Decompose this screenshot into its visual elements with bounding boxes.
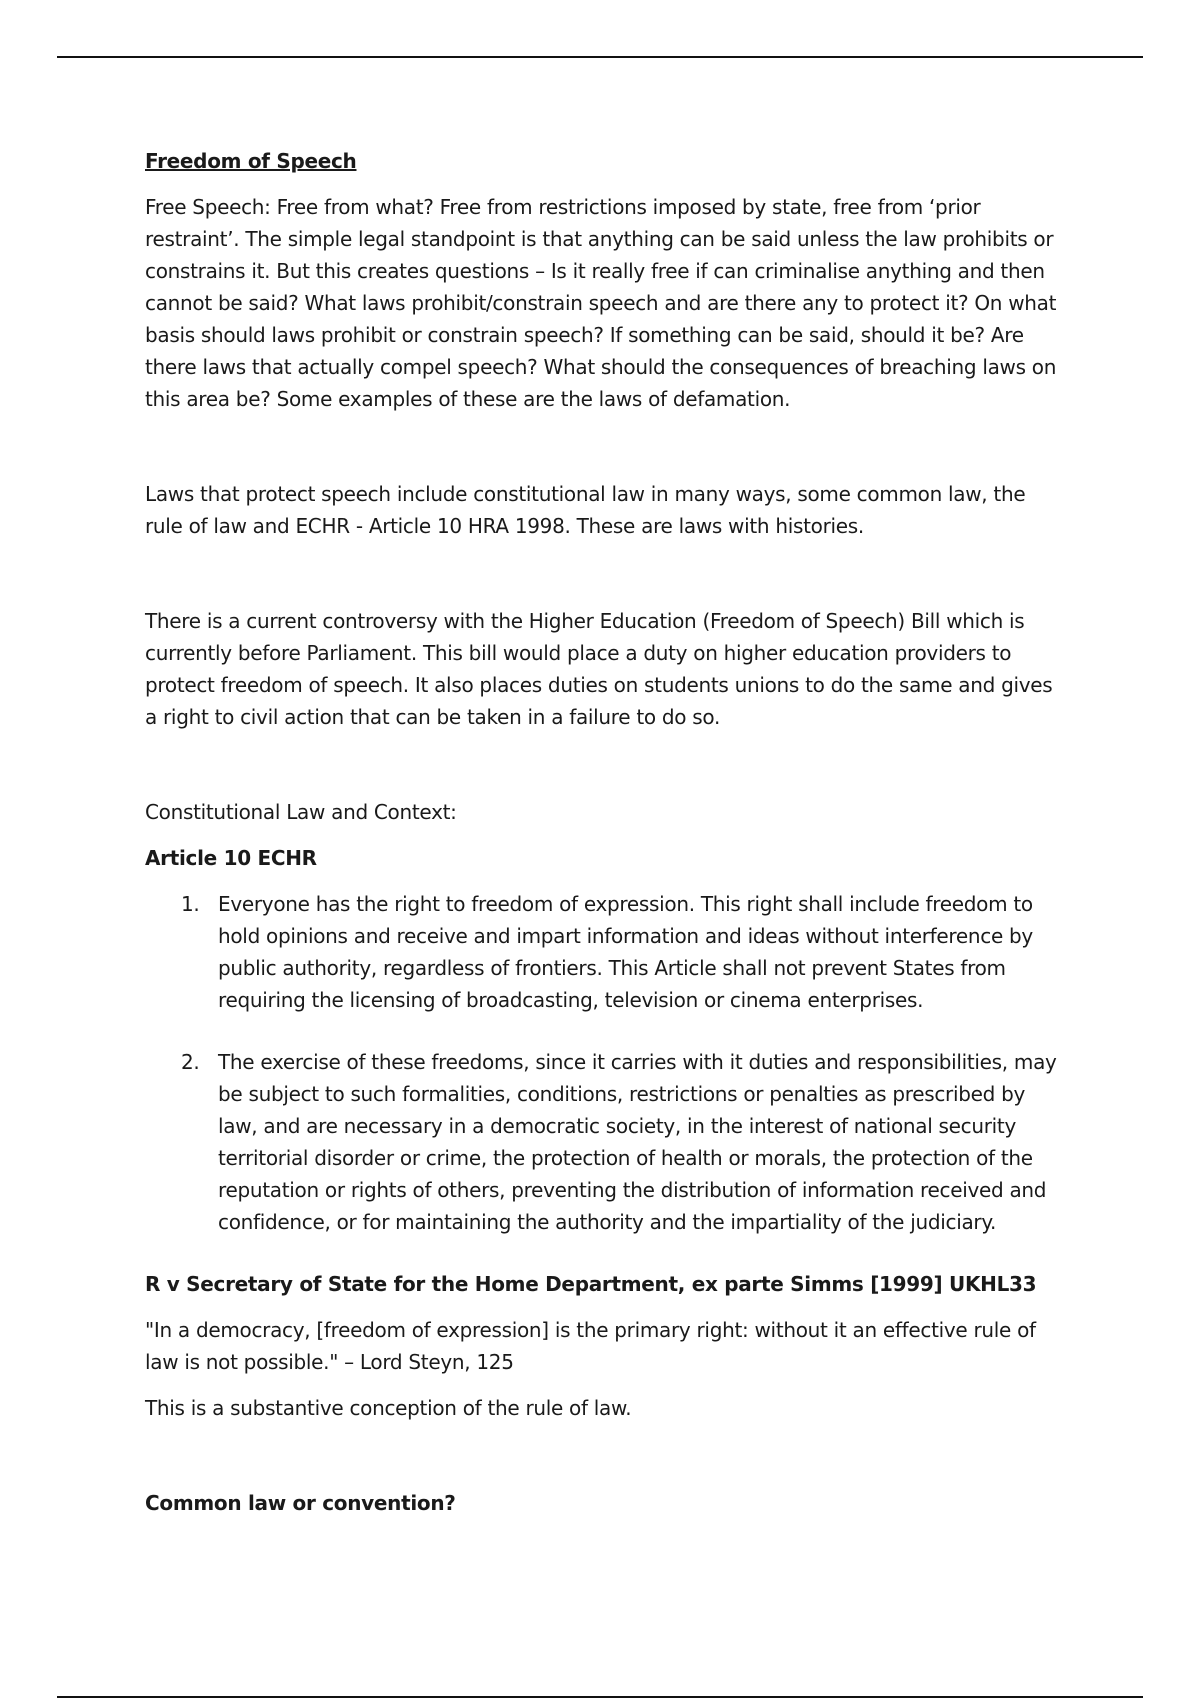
list-item (145, 888, 1057, 1016)
intro-paragraph: Free Speech: Free from what? Free from restrictions imposed by state, free from ‘prior restraint’. The simple legal standpoint is that anything can be said unless the law prohibits or constrains it. But this creates questions – Is it really free if can criminalise anything and then cannot be said? What laws prohibit/constrain speech and are there any to protect it? On what basis should laws prohibit or constrain speech? If something can be said, should it be? Are there laws that actually compel speech? What should the consequences of breaching laws on this area be? Some examples of these are the laws of defamation. (145, 195, 1057, 411)
document-body (145, 145, 1057, 1519)
case-quote: "In a democracy, [freedom of expression] is the primary right: without it an effective rule of law is not possible." – Lord Steyn, 125 (145, 1318, 1036, 1374)
list-item-number: 1. (181, 892, 200, 916)
protect-paragraph: Laws that protect speech include constitutional law in many ways, some common law, the rule of law and ECHR - Article 10 HRA 1998. These are laws with histories. (145, 482, 1026, 538)
page-title: Freedom of Speech (145, 149, 357, 173)
list-item (145, 1046, 1057, 1238)
context-label: Constitutional Law and Context: (145, 800, 457, 824)
list-item-number: 2. (181, 1050, 200, 1074)
case-heading: R v Secretary of State for the Home Department, ex parte Simms [1999] UKHL33 (145, 1272, 1037, 1296)
list-item-text: Everyone has the right to freedom of expression. This right shall include freedom to hold opinions and receive and impart information and ideas without interference by public authority, regardless of frontiers. This Article shall not prevent States from requiring the licensing of broadcasting, television or cinema enterprises. (218, 892, 1033, 1012)
article-heading: Article 10 ECHR (145, 846, 317, 870)
list-item-text: The exercise of these freedoms, since it carries with it duties and responsibilities, may be subject to such formalities, conditions, restrictions or penalties as prescribed by law, and are necessary in a democratic society, in the interest of national security territorial disorder or crime, the protection of health or morals, the protection of the reputation or rights of others, preventing the distribution of information received and confidence, or for maintaining the authority and the impartiality of the judiciary. (218, 1050, 1057, 1234)
final-heading: Common law or convention? (145, 1491, 456, 1515)
article-list (145, 888, 1057, 1238)
controversy-paragraph: There is a current controversy with the Higher Education (Freedom of Speech) Bill which is currently before Parliament. This bill would place a duty on higher education providers to protect freedom of speech. It also places duties on students unions to do the same and gives a right to civil action that can be taken in a failure to do so. (145, 609, 1053, 729)
header-rule (57, 56, 1143, 58)
case-note: This is a substantive conception of the rule of law. (145, 1396, 632, 1420)
footer-rule (57, 1696, 1143, 1698)
